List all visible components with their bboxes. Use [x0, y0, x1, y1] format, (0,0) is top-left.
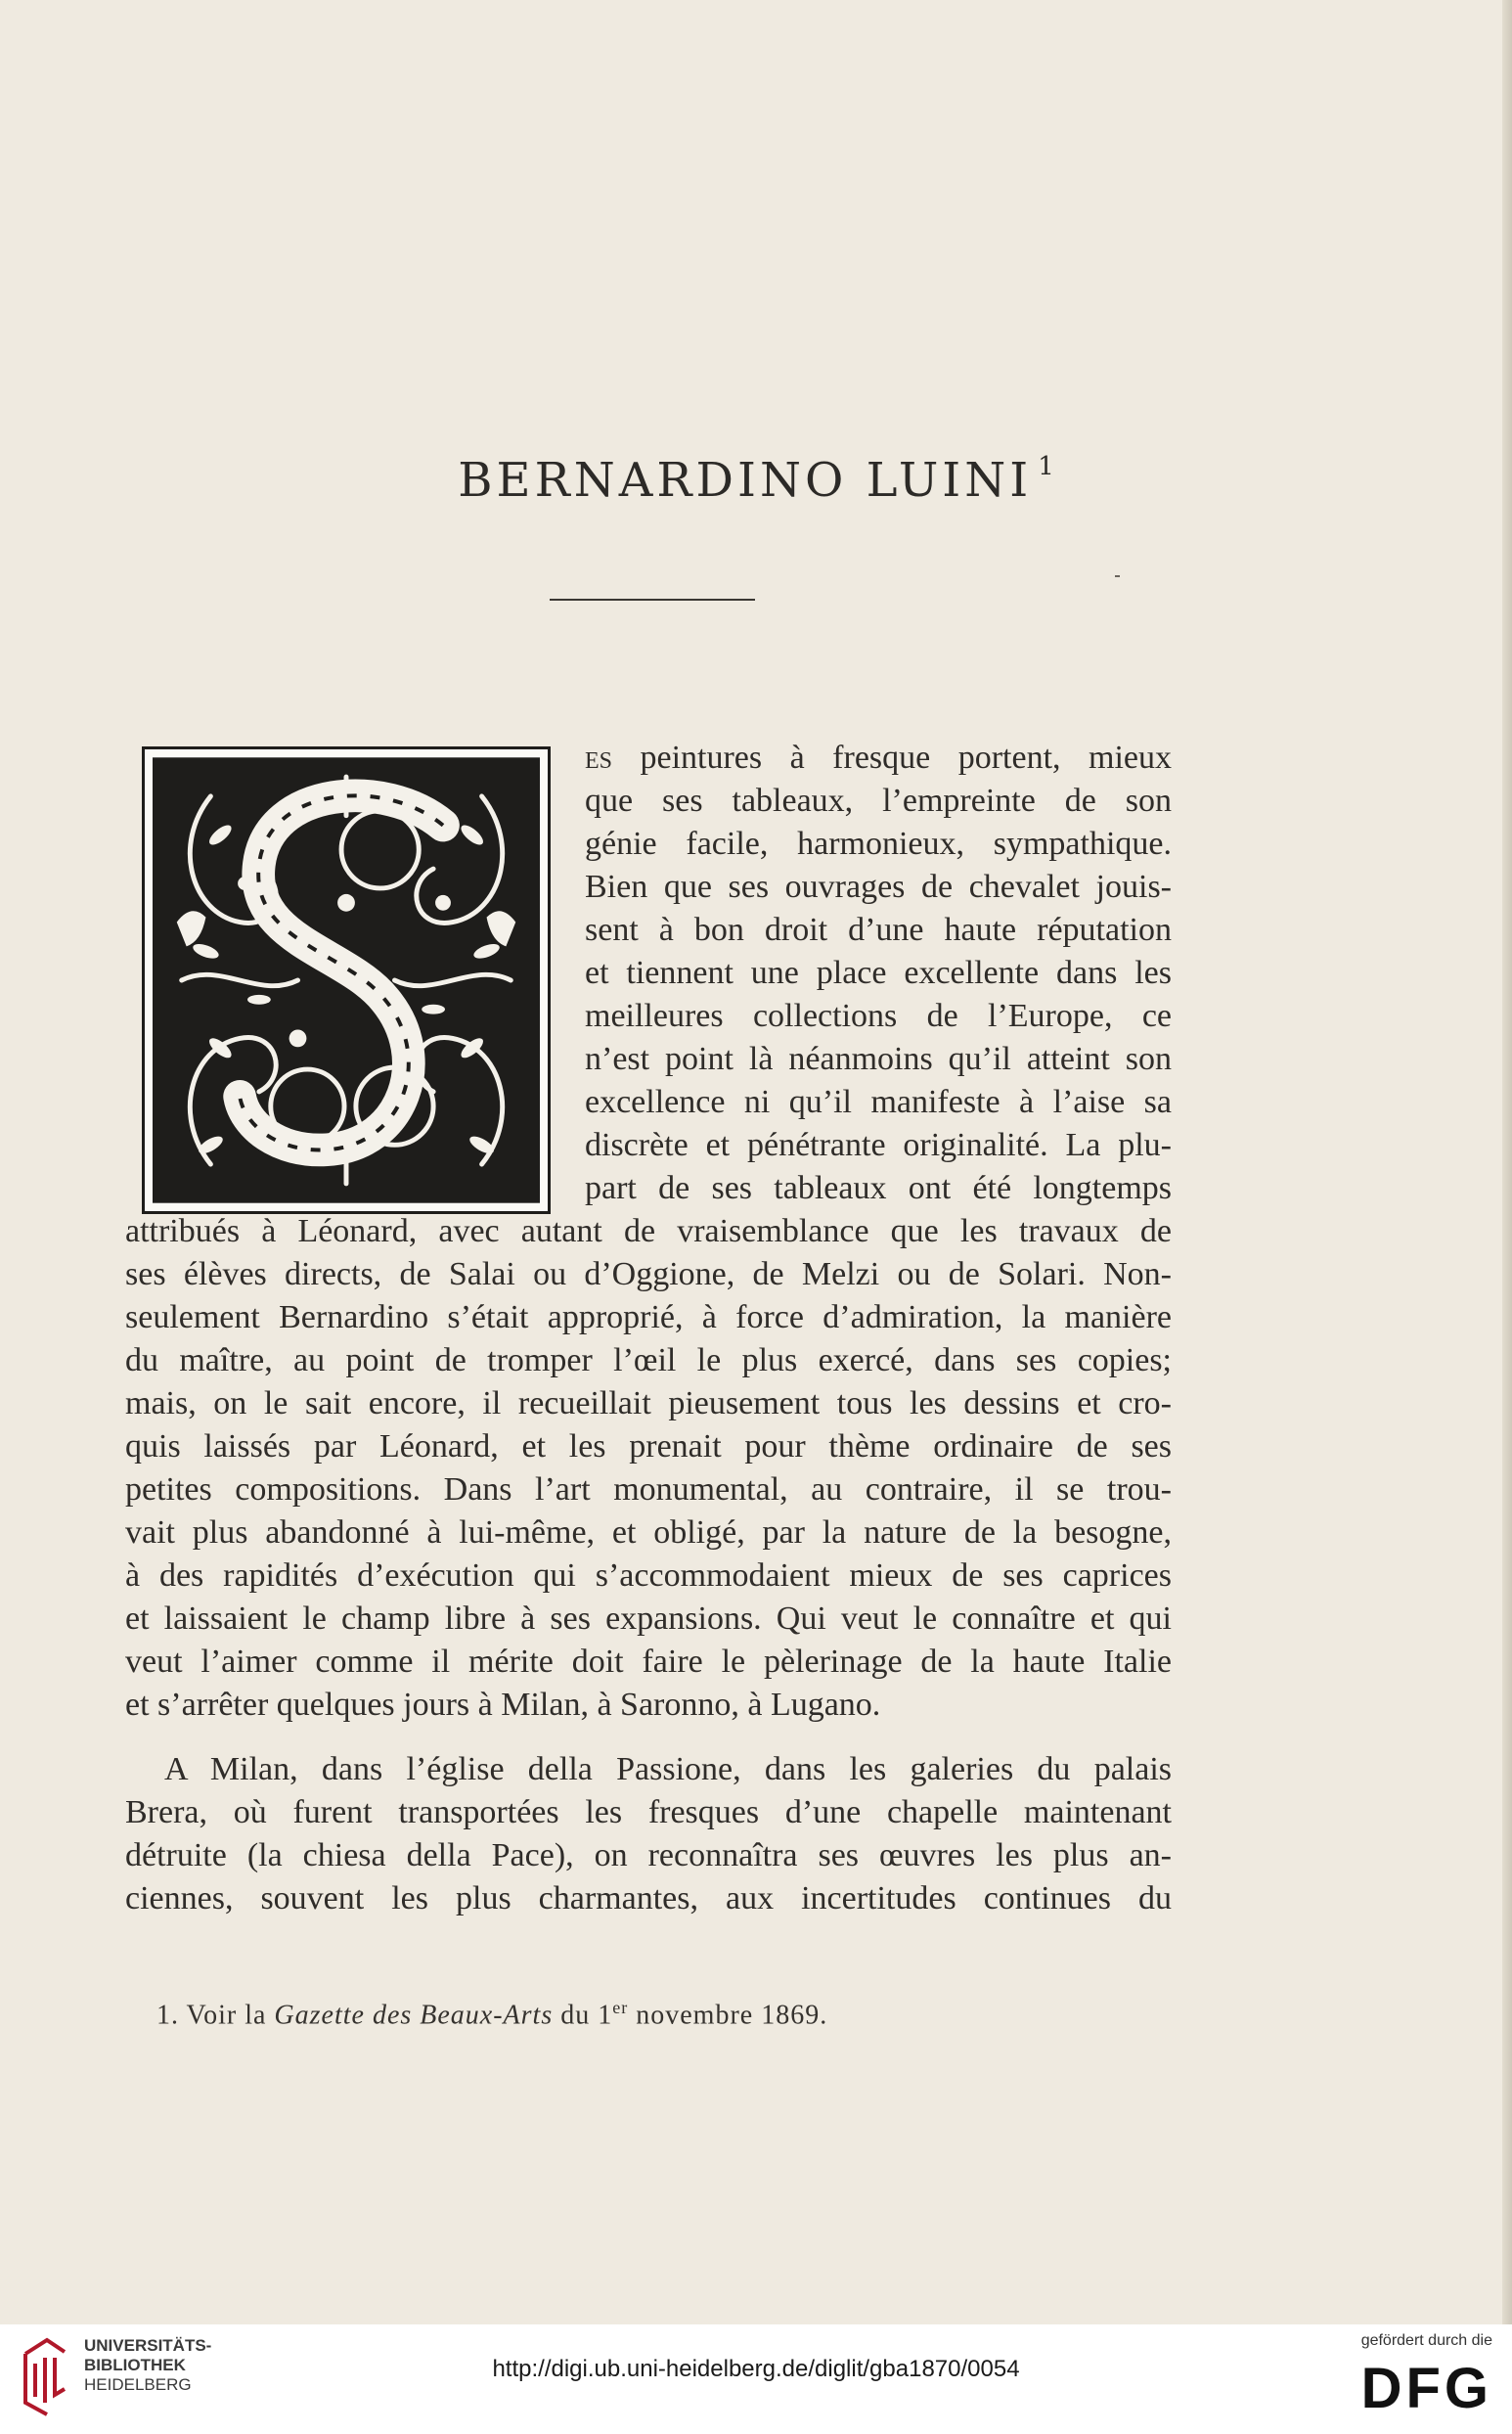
text-line: n’est point là néanmoins qu’il atteint son: [585, 1041, 1172, 1077]
footnote-number: 1.: [156, 2000, 179, 2031]
text-line: que ses tableaux, l’empreinte de son: [585, 783, 1172, 819]
funded-by-label: gefördert durch die: [1360, 2332, 1492, 2349]
footnote-day-suffix: er: [612, 1998, 629, 2017]
text-line: détruite (la chiesa della Pace), on reconnaîtra ses œuvres les plus an-: [125, 1837, 1172, 1873]
footnote-text: du: [560, 2000, 591, 2031]
text-line: attribués à Léonard, avec autant de vraisemblance que les travaux de: [125, 1213, 1172, 1249]
text-line: meilleures collections de l’Europe, ce: [585, 998, 1172, 1034]
text-line: discrète et pénétrante originalité. La plu-: [585, 1127, 1172, 1163]
text-line: ses élèves directs, de Salai ou d’Oggione, de Melzi ou de Solari. Non-: [125, 1256, 1172, 1292]
text-line: [585, 737, 1172, 780]
text-line: part de ses tableaux ont été longtemps: [585, 1170, 1172, 1206]
dfg-logo: DFG: [1360, 2357, 1492, 2420]
title-rule: [550, 599, 755, 601]
footnote-day: 1: [598, 2000, 613, 2031]
text-line: Bien que ses ouvrages de chevalet jouis-: [585, 869, 1172, 905]
permalink-url[interactable]: http://digi.ub.uni-heidelberg.de/diglit/gba1870/0054: [492, 2356, 1020, 2382]
text-line: et laissaient le champ libre à ses expansions. Qui veut le connaître et qui: [125, 1600, 1172, 1637]
text-line: sent à bon droit d’une haute réputation: [585, 912, 1172, 948]
text-line: génie facile, harmonieux, sympathique.: [585, 826, 1172, 862]
footnote: [156, 1998, 827, 2031]
ornamental-initial-image: [153, 757, 540, 1203]
text-line: excellence ni qu’il manifeste à l’aise sa: [585, 1084, 1172, 1120]
drop-cap-continuation: es: [585, 740, 613, 776]
library-name-line: HEIDELBERG: [84, 2375, 192, 2394]
title-text: BERNARDINO LUINI: [458, 453, 1033, 508]
text-line-content: peintures à fresque portent, mieux: [640, 740, 1172, 776]
text-line: du maître, au point de tromper l’œil le plus exercé, dans ses copies;: [125, 1342, 1172, 1378]
footnote-journal: Gazette des Beaux-Arts: [274, 2000, 554, 2031]
page-edge: [1502, 0, 1512, 2324]
library-name-line: UNIVERSITÄTS-: [84, 2336, 212, 2355]
text-line: et s’arrêter quelques jours à Milan, à Saronno, à Lugano.: [125, 1687, 881, 1723]
text-line: seulement Bernardino s’était approprié, à force d’admiration, la manière: [125, 1299, 1172, 1335]
text-line: petites compositions. Dans l’art monumental, au contraire, il se trou-: [125, 1471, 1172, 1508]
text-line: A Milan, dans l’église della Passione, dans les galeries du palais: [164, 1751, 1172, 1787]
text-line: Brera, où furent transportées les fresques d’une chapelle maintenant: [125, 1794, 1172, 1830]
text-line: et tiennent une place excellente dans les: [585, 955, 1172, 991]
ornamental-initial: [142, 746, 551, 1214]
text-line: quis laissés par Léonard, et les prenait pour thème ordinaire de ses: [125, 1428, 1172, 1465]
article-title: [0, 452, 1512, 508]
title-footnote-mark: 1: [1038, 452, 1054, 481]
library-name-line: BIBLIOTHEK: [84, 2356, 186, 2374]
footnote-text: Voir la: [186, 2000, 267, 2031]
text-line: veut l’aimer comme il mérite doit faire le pèlerinage de la haute Italie: [125, 1644, 1172, 1680]
footnote-text: novembre 1869.: [636, 2000, 828, 2031]
text-line: vait plus abandonné à lui-même, et obligé, par la nature de la besogne,: [125, 1514, 1172, 1551]
text-line: mais, on le sait encore, il recueillait pieusement tous les dessins et cro-: [125, 1385, 1172, 1421]
text-line: à des rapidités d’exécution qui s’accommodaient mieux de ses caprices: [125, 1557, 1172, 1594]
text-line: ciennes, souvent les plus charmantes, aux incertitudes continues du: [125, 1880, 1172, 1916]
ink-speck: [1115, 575, 1120, 577]
